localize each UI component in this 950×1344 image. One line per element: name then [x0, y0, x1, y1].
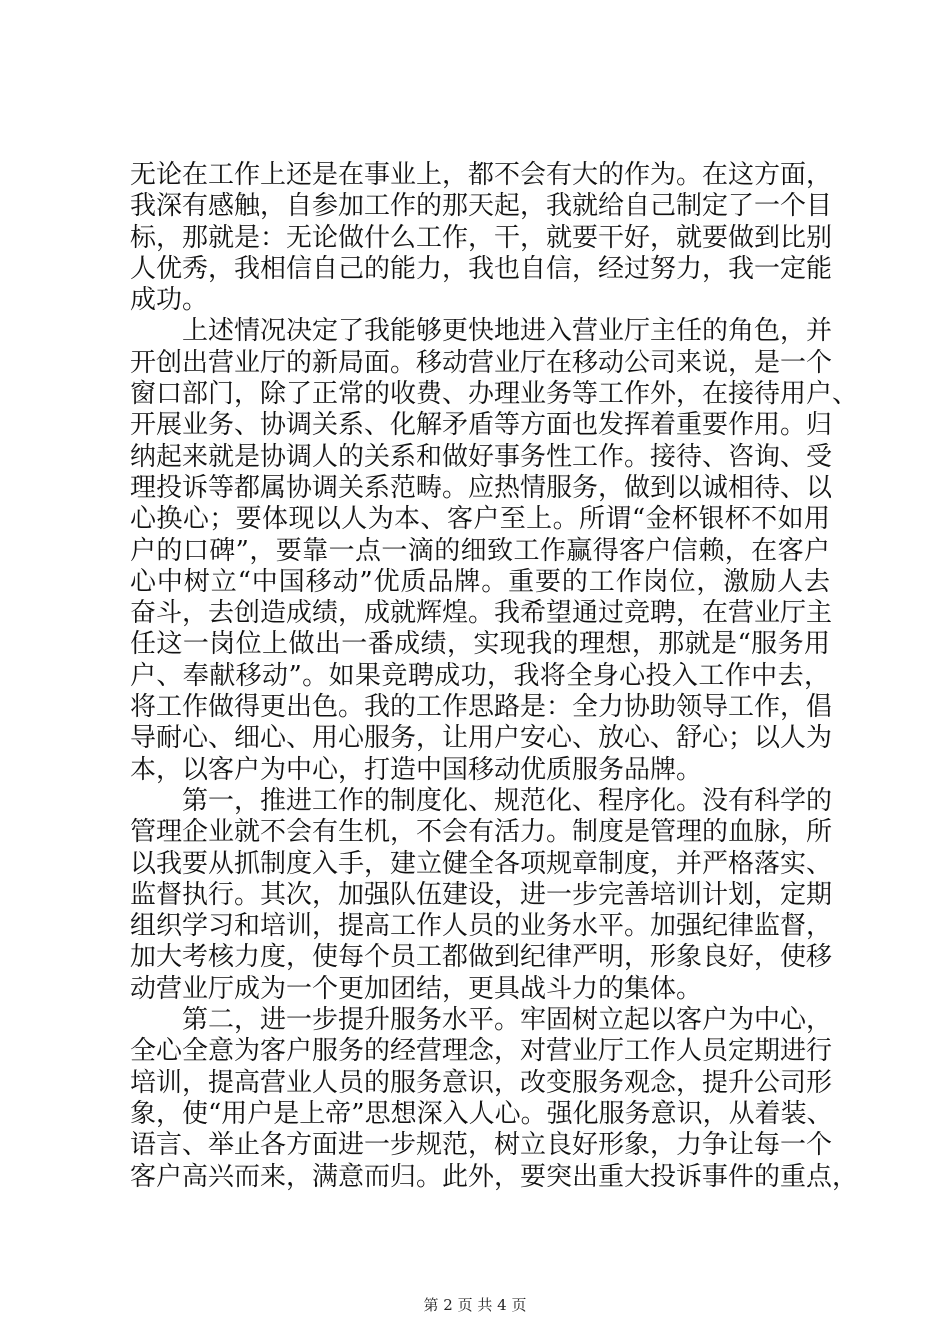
text-line: 本，以客户为中心，打造中国移动优质服务品牌。	[130, 754, 703, 785]
text-line: 开展业务、协调关系、化解矛盾等方面也发挥着重要作用。归	[130, 410, 833, 441]
body-text	[130, 160, 859, 1193]
text-line: 管理企业就不会有生机，不会有活力。制度是管理的血脉，所	[130, 817, 833, 848]
paragraph-start-line: 第二，进一步提升服务水平。牢固树立起以客户为中心，	[182, 1005, 833, 1036]
text-line: 客户高兴而来，满意而归。此外，要突出重大投诉事件的重点，	[130, 1161, 859, 1192]
text-line: 标，那就是：无论做什么工作，干，就要干好，就要做到比别	[130, 222, 833, 253]
text-line: 将工作做得更出色。我的工作思路是：全力协助领导工作，倡	[130, 692, 833, 723]
text-line: 户、奉献移动”。如果竞聘成功，我将全身心投入工作中去，	[130, 660, 830, 691]
text-line: 纳起来就是协调人的关系和做好事务性工作。接待、咨询、受	[130, 441, 833, 472]
text-line: 户的口碑”，要靠一点一滴的细致工作赢得客户信赖，在客户	[130, 535, 830, 566]
page-number-footer: 第 2 页 共 4 页	[423, 1296, 527, 1314]
text-line: 全心全意为客户服务的经营理念，对营业厅工作人员定期进行	[130, 1036, 833, 1067]
text-line: 培训，提高营业人员的服务意识，改变服务观念，提升公司形	[130, 1067, 833, 1098]
text-line: 成功。	[130, 285, 209, 316]
text-line: 以我要从抓制度入手，建立健全各项规章制度，并严格落实、	[130, 848, 833, 879]
text-line: 语言、举止各方面进一步规范，树立良好形象，力争让每一个	[130, 1130, 833, 1161]
paragraph-start-line: 上述情况决定了我能够更快地进入营业厅主任的角色，并	[182, 316, 833, 347]
text-line: 监督执行。其次，加强队伍建设，进一步完善培训计划，定期	[130, 879, 833, 910]
text-line: 窗口部门，除了正常的收费、办理业务等工作外，在接待用户、	[130, 379, 859, 410]
paragraph-start-line: 第一，推进工作的制度化、规范化、程序化。没有科学的	[182, 785, 833, 816]
text-line: 无论在工作上还是在事业上，都不会有大的作为。在这方面，	[130, 160, 833, 190]
text-line: 加大考核力度，使每个员工都做到纪律严明，形象良好，使移	[130, 942, 833, 973]
text-line: 心换心；要体现以人为本、客户至上。所谓“金杯银杯不如用	[130, 504, 830, 535]
text-line: 人优秀，我相信自己的能力，我也自信，经过努力，我一定能	[130, 253, 833, 284]
text-line: 开创出营业厅的新局面。移动营业厅在移动公司来说，是一个	[130, 347, 833, 378]
text-line: 象，使“用户是上帝”思想深入人心。强化服务意识，从着装、	[130, 1098, 833, 1129]
text-line: 心中树立“中国移动”优质品牌。重要的工作岗位，激励人去	[130, 566, 830, 597]
text-line: 组织学习和培训，提高工作人员的业务水平。加强纪律监督，	[130, 911, 833, 942]
text-line: 理投诉等都属协调关系范畴。应热情服务，做到以诚相待、以	[130, 472, 833, 503]
text-line: 我深有感触，自参加工作的那天起，我就给自己制定了一个目	[130, 191, 833, 222]
text-line: 导耐心、细心、用心服务，让用户安心、放心、舒心；以人为	[130, 723, 833, 754]
text-line: 动营业厅成为一个更加团结，更具战斗力的集体。	[130, 973, 703, 1004]
text-line: 奋斗，去创造成绩，成就辉煌。我希望通过竞聘，在营业厅主	[130, 598, 833, 629]
text-line: 任这一岗位上做出一番成绩，实现我的理想，那就是“服务用	[130, 629, 830, 660]
